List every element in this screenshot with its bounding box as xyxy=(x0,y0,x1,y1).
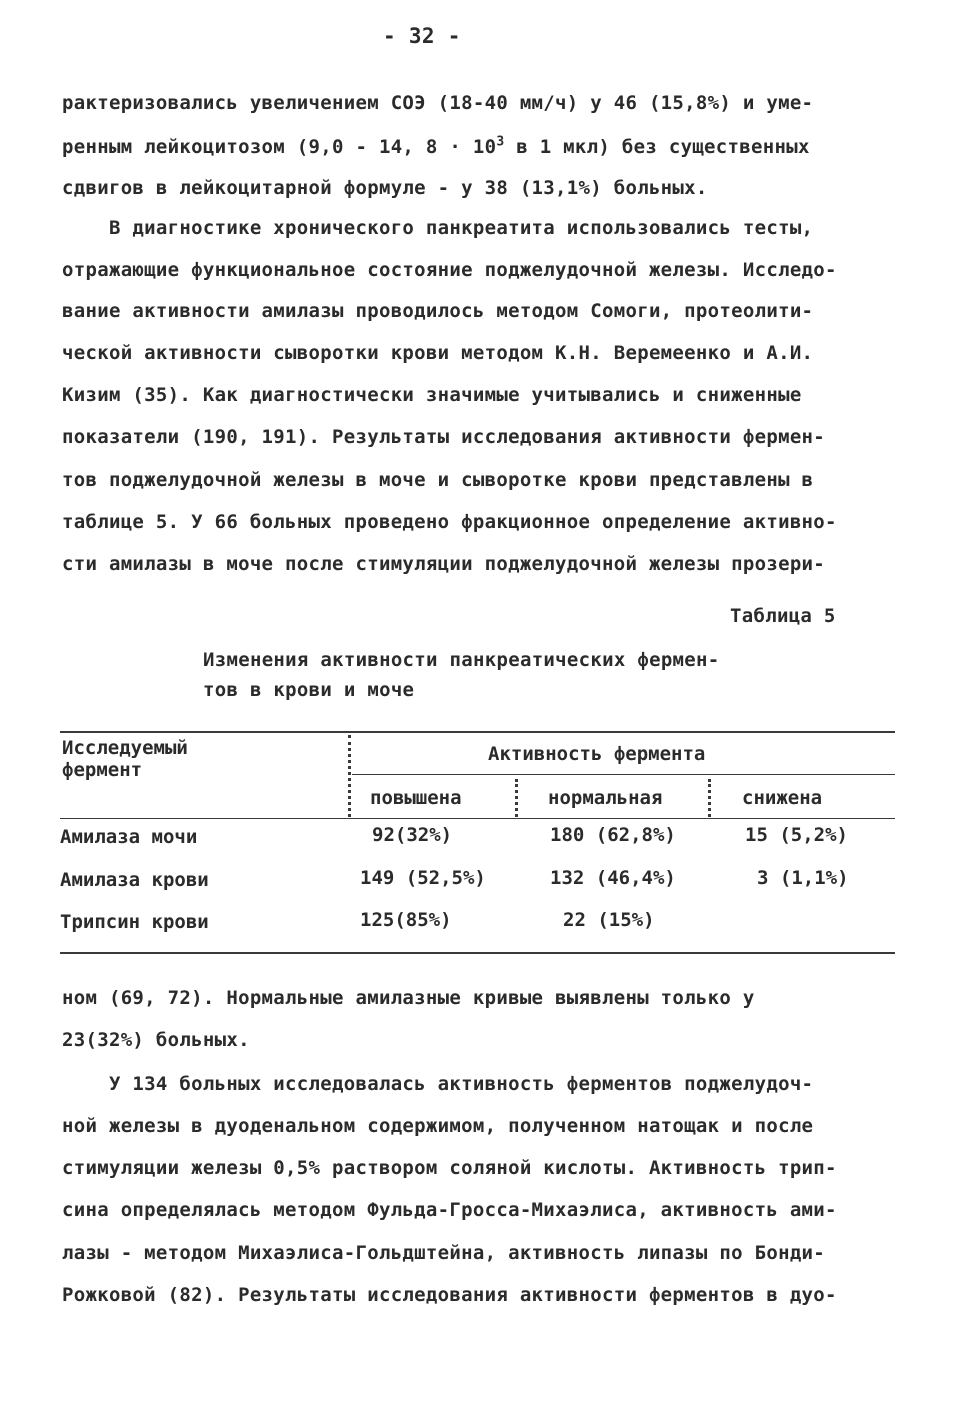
column-separator xyxy=(515,779,518,817)
row-normal: 22 (15%) xyxy=(563,909,655,931)
row-normal: 132 (46,4%) xyxy=(550,867,676,889)
text-line: показатели (190, 191). Результаты исследования активности фермен- xyxy=(62,426,826,448)
text-line: вание активности амилазы проводилось методом Сомоги, протеолити- xyxy=(62,300,814,322)
text-line: 23(32%) больных. xyxy=(62,1029,250,1051)
row-decreased: 15 (5,2%) xyxy=(745,824,848,846)
text-line: сина определялась методом Фульда-Гросса-Михаэлиса, активность ами- xyxy=(62,1199,837,1221)
text-line: отражающие функциональное состояние поджелудочной железы. Исследо- xyxy=(62,259,837,281)
text-line: сдвигов в лейкоцитарной формуле - у 38 (13,1%) больных. xyxy=(62,177,708,199)
header-bottom-rule xyxy=(60,818,895,819)
row-decreased: 3 (1,1%) xyxy=(757,867,849,889)
table-title: Изменения активности панкреатических фермен- xyxy=(203,649,720,671)
table-title: тов в крови и моче xyxy=(203,679,415,701)
text-line: сти амилазы в моче после стимуляции поджелудочной железы прозери- xyxy=(62,553,826,575)
row-enzyme: Амилаза мочи xyxy=(60,826,198,848)
subheader-normal: нормальная xyxy=(548,787,663,809)
text-line: Рожковой (82). Результаты исследования активности ферментов в дуо- xyxy=(62,1284,837,1306)
header-enzyme: фермент xyxy=(62,759,143,781)
subheader-increased: повышена xyxy=(370,787,462,809)
text-line: таблице 5. У 66 больных проведено фракционное определение активно- xyxy=(62,511,837,533)
column-separator xyxy=(348,735,351,817)
row-increased: 92(32%) xyxy=(372,824,453,846)
subheader-decreased: снижена xyxy=(742,787,823,809)
text-line: Кизим (35). Как диагностически значимые учитывались и сниженные xyxy=(62,384,802,406)
text-fragment: ренным лейкоцитозом (9,0 - 14, 8 · 10 xyxy=(62,136,497,158)
text-line: У 134 больных исследовалась активность ферментов поджелудоч- xyxy=(62,1073,814,1095)
table-label: Таблица 5 xyxy=(730,605,836,627)
page-number: - 32 - xyxy=(383,24,461,48)
header-enzyme: Исследуемый xyxy=(62,737,188,759)
text-line: ном (69, 72). Нормальные амилазные кривые выявлены только у xyxy=(62,987,755,1009)
column-separator xyxy=(708,779,711,817)
text-fragment: в 1 мкл) без существенных xyxy=(504,136,810,158)
text-line: тов поджелудочной железы в моче и сыворотке крови представлены в xyxy=(62,469,814,491)
exponent: 3 xyxy=(496,134,505,150)
row-enzyme: Амилаза крови xyxy=(60,869,209,891)
text-line: стимуляции железы 0,5% раствором соляной кислоты. Активность трип- xyxy=(62,1157,837,1179)
row-normal: 180 (62,8%) xyxy=(550,824,676,846)
text-line: лазы - методом Михаэлиса-Гольдштейна, активность липазы по Бонди- xyxy=(62,1242,826,1264)
text-line: ной железы в дуоденальном содержимом, полученном натощак и после xyxy=(62,1115,814,1137)
text-line: рактеризовались увеличением СОЭ (18-40 мм/ч) у 46 (15,8%) и уме- xyxy=(62,92,814,114)
text-line xyxy=(62,135,810,159)
table-top-rule xyxy=(60,731,895,733)
table-bottom-rule xyxy=(60,952,895,954)
text-line: В диагностике хронического панкреатита использовались тесты, xyxy=(62,217,814,239)
row-enzyme: Трипсин крови xyxy=(60,911,209,933)
text-line: ческой активности сыворотки крови методом К.Н. Веремеенко и А.И. xyxy=(62,342,814,364)
header-activity: Активность фермента xyxy=(488,743,706,765)
row-increased: 125(85%) xyxy=(360,909,452,931)
header-divider-rule xyxy=(352,774,895,775)
row-increased: 149 (52,5%) xyxy=(360,867,486,889)
